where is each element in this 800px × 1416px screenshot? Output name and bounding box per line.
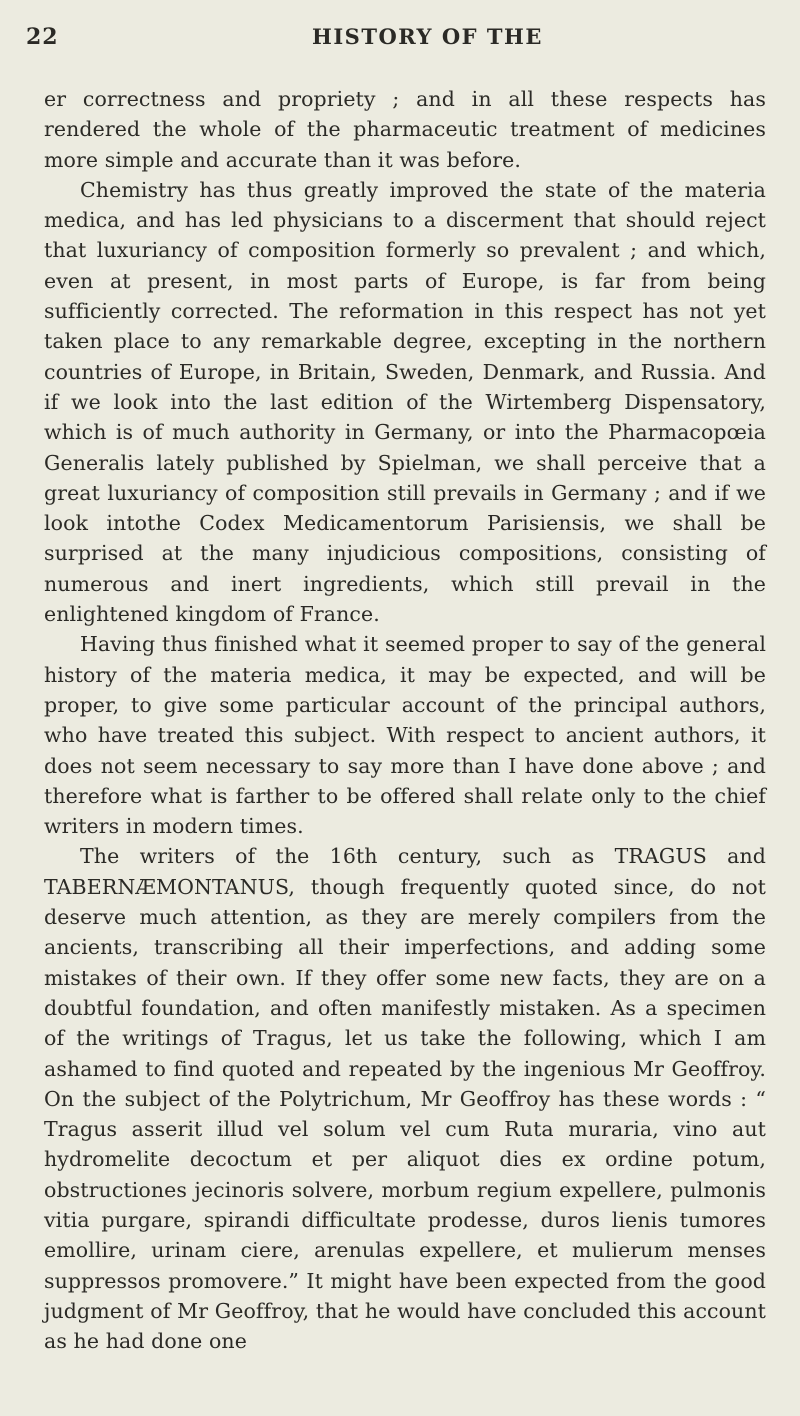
paragraph-3: Having thus finished what it seemed proper to say of the general history of the materia medica, it may be expected, and will be proper, to give some particular account of the principal authors, who have treated this subject. With respect to ancient authors, it does not seem necessary to say more than I have done above ; and therefore what is farther to be offered shall relate only to the chief writers in modern times. xyxy=(44,632,766,839)
page-header xyxy=(0,18,800,54)
paragraph-4: The writers of the 16th century, such as TRAGUS and TABERNÆMONTANUS, though frequently quoted since, do not deserve much attention, as they are merely compilers from the ancients, transcribing all their imperfections, and adding some mistakes of their own. If they offer some new facts, they are on a doubtful foundation, and often manifestly mistaken. As a specimen of the writings of Tragus, let us take the following, which I am ashamed to find quoted and repeated by the ingenious Mr Geoffroy. On the subject of the Polytrichum, Mr Geoffroy has these words : “ Tragus asserit illud vel solum vel cum Ruta muraria, vino aut hydromelite decoctum et per aliquot dies ex ordine potum, obstructiones jecinoris solvere, morbum regium expellere, pulmonis vitia purgare, spirandi difficultate prodesse, duros lienis tumores emollire, urinam ciere, arenulas expellere, et mulierum menses suppressos promovere.” It might have been expected from the good judgment of Mr Geoffroy, that he would have concluded this account as he had done one xyxy=(44,844,766,1354)
paragraph-2: Chemistry has thus greatly improved the state of the materia medica, and has led physicians to a discerment that should reject that luxuriancy of composition formerly so prevalent ; and which, even at present, in most parts of Europe, is far from being sufficiently corrected. The reformation in this respect has not yet taken place to any remarkable degree, excepting in the northern countries of Europe, in Britain, Sweden, Denmark, and Russia. And if we look into the last edition of the Wirtemberg Dispensatory, which is of much authority in Germany, or into the Pharmacopœia Generalis lately published by Spielman, we shall perceive that a great luxuriancy of composition still prevails in Germany ; and if we look intothe Codex Medicamentorum Parisiensis, we shall be surprised at the many injudicious compositions, consisting of numerous and inert ingredients, which still prevail in the enlightened kingdom of France. xyxy=(44,177,766,627)
page-number: 22 xyxy=(26,24,59,50)
running-head: HISTORY OF THE xyxy=(312,24,543,49)
paragraph-1: er correctness and propriety ; and in all these respects has rendered the whole of the pharmaceutic treatment of medicines more simple and accurate than it was before. xyxy=(44,87,766,172)
body-text xyxy=(44,84,766,1356)
